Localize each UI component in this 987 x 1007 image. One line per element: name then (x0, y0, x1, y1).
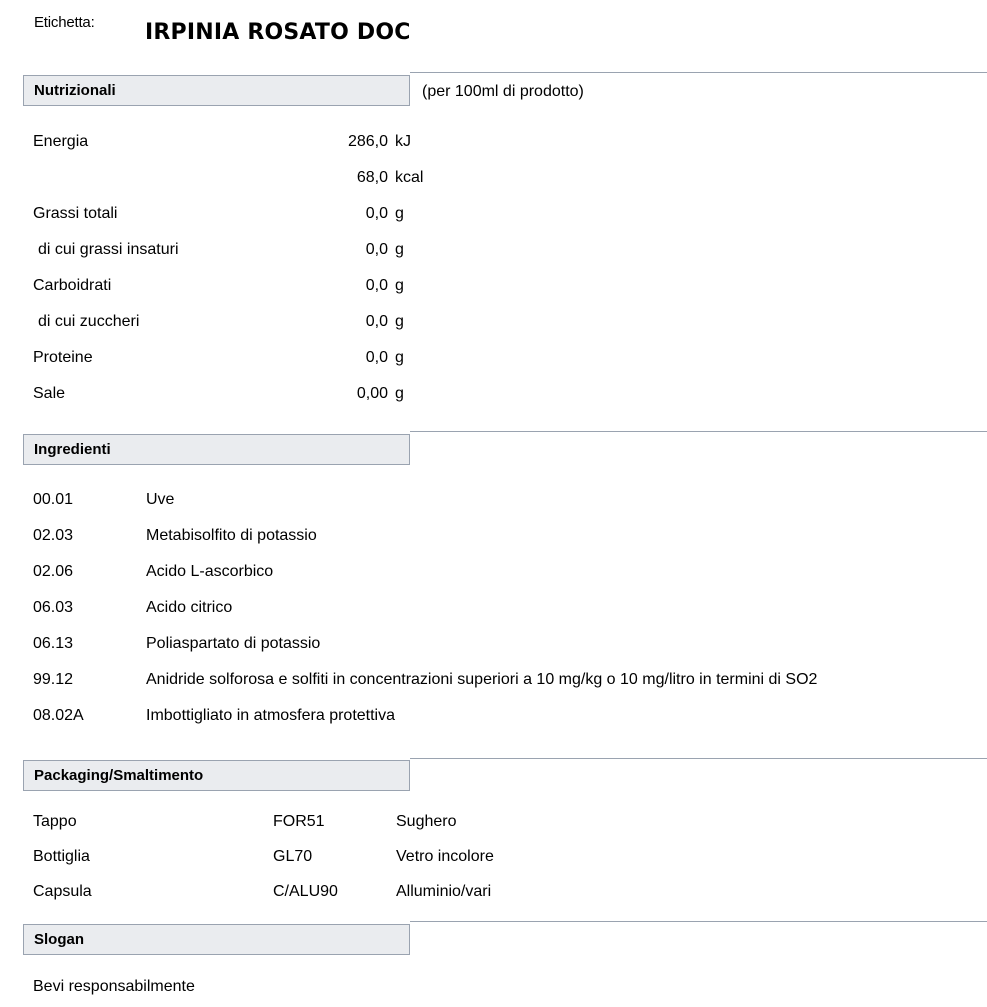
ingredient-code: 99.12 (33, 671, 74, 688)
nutrient-value: 0,0 (365, 205, 388, 222)
packaging-item: Bottiglia (33, 848, 90, 865)
ingredient-name: Imbottigliato in atmosfera protettiva (146, 707, 396, 724)
ingredient-code: 00.01 (33, 491, 74, 508)
nutrition-note: (per 100ml di prodotto) (422, 83, 584, 100)
slogan-text: Bevi responsabilmente (33, 978, 195, 995)
ingredient-name: Poliaspartato di potassio (146, 635, 321, 652)
nutrition-divider (410, 72, 987, 73)
ingredient-name: Acido citrico (146, 599, 233, 616)
nutrient-name: Grassi totali (33, 205, 118, 222)
packaging-divider (410, 758, 987, 759)
nutrition-heading: Nutrizionali (23, 75, 410, 106)
nutrient-name: di cui zuccheri (38, 313, 140, 330)
nutrient-name: Energia (33, 133, 89, 150)
nutrient-unit: g (395, 313, 404, 330)
ingredients-divider (410, 431, 987, 432)
packaging-material: Sughero (396, 813, 457, 830)
nutrient-value: 0,0 (365, 277, 388, 294)
ingredient-name: Acido L-ascorbico (146, 563, 274, 580)
nutrient-unit: kcal (395, 169, 424, 186)
ingredient-code: 02.03 (33, 527, 74, 544)
nutrient-value: 286,0 (347, 133, 388, 150)
ingredient-name: Anidride solforosa e solfiti in concentrazioni superiori a 10 mg/kg o 10 mg/litro in termini di SO2 (146, 671, 818, 688)
nutrient-name: Proteine (33, 349, 93, 366)
nutrient-unit: g (395, 241, 404, 258)
nutrient-value: 0,00 (356, 385, 388, 402)
ingredient-code: 06.03 (33, 599, 74, 616)
etichetta-label: Etichetta: (34, 14, 95, 31)
packaging-code: FOR51 (273, 813, 325, 830)
packaging-material: Alluminio/vari (396, 883, 492, 900)
ingredient-name: Uve (146, 491, 175, 508)
product-title: IRPINIA ROSATO DOC (145, 20, 411, 45)
ingredients-heading: Ingredienti (23, 434, 410, 465)
packaging-material: Vetro incolore (396, 848, 494, 865)
packaging-code: GL70 (273, 848, 313, 865)
nutrient-name: Carboidrati (33, 277, 112, 294)
nutrient-name: Sale (33, 385, 66, 402)
nutrient-value: 68,0 (356, 169, 388, 186)
nutrient-unit: g (395, 205, 404, 222)
nutrient-unit: g (395, 277, 404, 294)
nutrient-unit: g (395, 385, 404, 402)
packaging-code: C/ALU90 (273, 883, 338, 900)
ingredient-name: Metabisolfito di potassio (146, 527, 317, 544)
nutrient-value: 0,0 (365, 241, 388, 258)
packaging-item: Tappo (33, 813, 77, 830)
nutrient-value: 0,0 (365, 313, 388, 330)
ingredient-code: 02.06 (33, 563, 74, 580)
nutrient-unit: g (395, 349, 404, 366)
nutrient-unit: kJ (395, 133, 411, 150)
ingredient-code: 08.02A (33, 707, 84, 724)
nutrient-name: di cui grassi insaturi (38, 241, 179, 258)
slogan-heading: Slogan (23, 924, 410, 955)
nutrient-value: 0,0 (365, 349, 388, 366)
packaging-item: Capsula (33, 883, 92, 900)
packaging-heading: Packaging/Smaltimento (23, 760, 410, 791)
ingredient-code: 06.13 (33, 635, 74, 652)
slogan-divider (410, 921, 987, 922)
